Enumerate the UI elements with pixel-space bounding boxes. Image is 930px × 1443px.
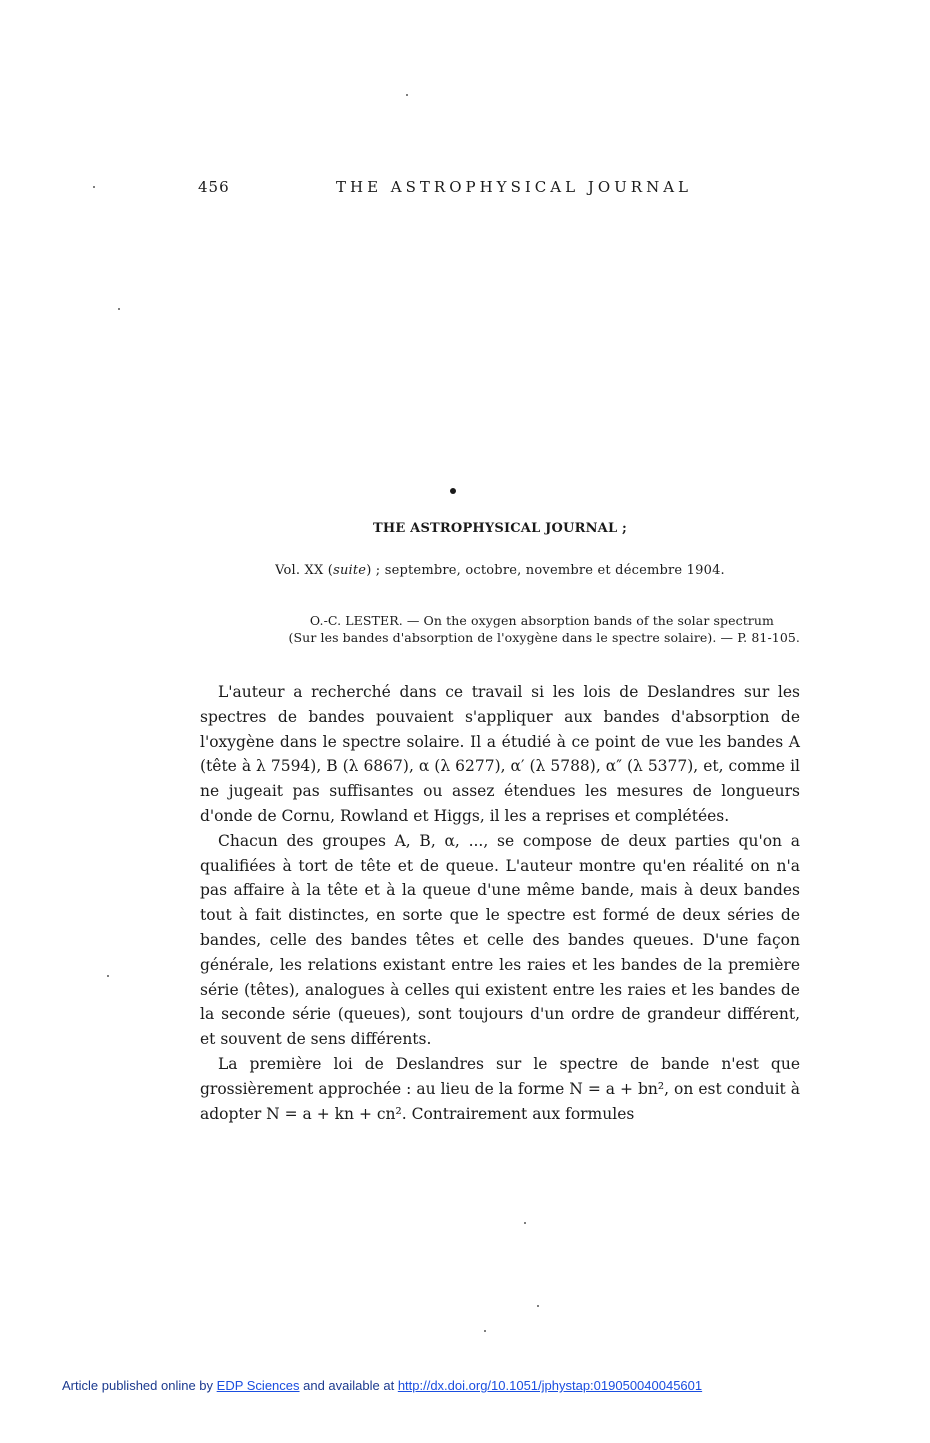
scan-speck [537,1305,539,1307]
body-paragraph-1: L'auteur a recherché dans ce travail si les lois de Deslandres sur les spectres de bandes pouvaient s'appliquer aux bandes d'absorption de l'oxygène dans le spectre solaire. Il a étudié à ce point de vue les bandes A (tête à λ 7594), B (λ 6867), α (λ 6277), α′ (λ 5788), α″ (λ 5377), et, comme il ne jugeait pas suffisantes ou assez étendues les mesures de longueurs d'onde de Cornu, Rowland et Higgs, il les a reprises et complétées. [200,683,800,825]
volume-suffix: ) ; septembre, octobre, novembre et décembre 1904. [366,563,725,578]
body-paragraph-3: La première loi de Deslandres sur le spectre de bande n'est que grossièrement approchée : au lieu de la forme N = a + bn², on est conduit à adopter N = a + kn + cn². Contrairement aux formules [200,1054,800,1123]
footer-middle: and available at [299,1378,398,1393]
reference-line-2: (Sur les bandes d'absorption de l'oxygène dans le spectre solaire). — P. 81-105. [288,630,800,645]
volume-prefix: Vol. XX ( [275,563,334,578]
section-title: THE ASTROPHYSICAL JOURNAL ; [372,521,628,536]
article-reference [200,612,800,646]
footer-prefix: Article published online by [62,1378,217,1393]
running-title: THE ASTROPHYSICAL JOURNAL [336,178,692,196]
volume-italic: suite [333,563,367,578]
scan-speck [524,1222,526,1224]
volume-line [200,563,800,578]
scan-speck [107,975,109,977]
article-body [200,680,800,1126]
publication-footer [62,1378,922,1393]
doi-link[interactable]: http://dx.doi.org/10.1051/jphystap:019050040045601 [397,1378,703,1393]
scan-speck [118,308,120,310]
page-number: 456 [198,178,230,196]
page-header [198,178,692,202]
scan-speck [93,186,95,188]
body-paragraph-2: Chacun des groupes A, B, α, ..., se compose de deux parties qu'on a qualifiées à tort de tête et de queue. L'auteur montre qu'en réalité on n'a pas affaire à la tête et à la queue d'une même bande, mais à deux bandes tout à fait distinctes, en sorte que le spectre est formé de deux séries de bandes, celle des bandes têtes et celle des bandes queues. D'une façon générale, les relations existant entre les raies et les bandes de la première série (têtes), analogues à celles qui existent entre les raies et les bandes de la seconde série (queues), sont toujours d'un ordre de grandeur différent, et souvent de sens différents. [200,831,800,1049]
scan-speck [406,94,408,96]
reference-line-1: O.-C. LESTER. — On the oxygen absorption bands of the solar spectrum [309,613,774,628]
publisher-link[interactable]: EDP Sciences [216,1378,300,1393]
section-bullet [450,488,456,494]
scan-speck [484,1330,486,1332]
